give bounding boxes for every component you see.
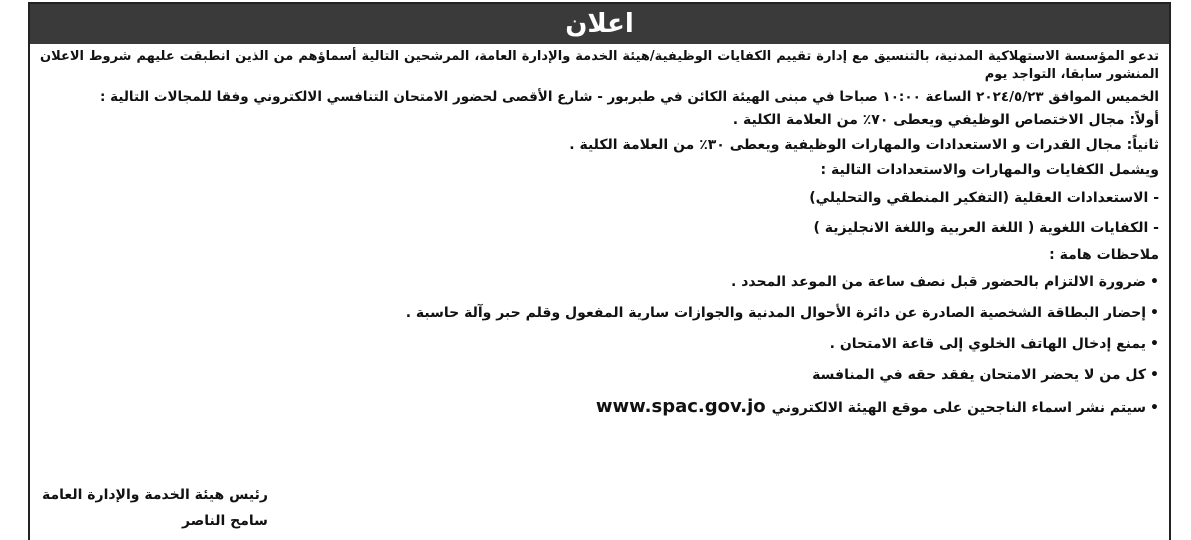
first-field: أولاً: مجال الاختصاص الوظيفي ويعطى ٧٠٪ من العلامة الكلية . <box>732 112 1159 128</box>
note-text: ضرورة الالتزام بالحضور قبل نصف ساعة من الموعد المحدد . <box>731 274 1147 290</box>
announcement-header <box>30 4 1169 44</box>
intro-line-1: تدعو المؤسسة الاستهلاكية المدنية، بالتنسيق مع إدارة تقييم الكفايات الوظيفية/هيئة الخدمة والإدارة العامة، المرشحين التالية أسماؤهم من الذين انطبقت عليهم شروط الاعلان المنشور سابقا، التواجد يوم <box>40 49 1159 82</box>
note-item <box>40 360 1159 391</box>
mental-aptitudes: - الاستعدادات العقلية (التفكير المنطقي والتحليلي) <box>809 190 1159 206</box>
note-item <box>40 298 1159 329</box>
announcement-body <box>40 48 1159 424</box>
signature-name: سامح الناصر <box>182 513 268 529</box>
signature-block <box>42 482 268 534</box>
bullet-icon: • <box>1150 400 1159 416</box>
intro-line-2: الخميس الموافق ٢٠٢٤/٥/٢٣ الساعة ١٠:٠٠ صباحا في مبنى الهيئة الكائن في طبربور - شارع الأقصى لحضور الامتحان التنافسي الالكتروني وفقا للمجالات التالية : <box>100 89 1159 105</box>
language-skills: - الكفايات اللغوية ( اللغة العربية واللغة الانجليزية ) <box>813 220 1159 236</box>
bullet-icon: • <box>1150 305 1159 321</box>
bullet-icon: • <box>1150 367 1159 383</box>
signature-title: رئيس هيئة الخدمة والإدارة العامة <box>42 487 268 503</box>
second-field: ثانياً: مجال القدرات و الاستعدادات والمهارات الوظيفية ويعطى ٣٠٪ من العلامة الكلية . <box>569 137 1159 153</box>
note-item <box>40 329 1159 360</box>
announcement-frame <box>28 2 1171 540</box>
announcement-title: اعلان <box>565 9 634 39</box>
website-link[interactable]: www.spac.gov.jo <box>595 396 766 417</box>
note-text: يمنع إدخال الهاتف الخلوي إلى قاعة الامتحان . <box>829 336 1147 352</box>
notes-heading: ملاحظات هامة : <box>1049 247 1159 263</box>
note-text: إحضار البطاقة الشخصية الصادرة عن دائرة الأحوال المدنية والجوازات سارية المفعول وقلم حبر وآلة حاسبة . <box>405 305 1147 321</box>
includes-heading: ويشمل الكفايات والمهارات والاستعدادات التالية : <box>820 162 1159 178</box>
publish-note: سيتم نشر اسماء الناجحين على موقع الهيئة الالكتروني <box>771 400 1147 416</box>
note-text: كل من لا يحضر الامتحان يفقد حقه في المنافسة <box>812 367 1147 383</box>
bullet-icon: • <box>1150 274 1159 290</box>
bullet-icon: • <box>1150 336 1159 352</box>
note-item <box>40 267 1159 298</box>
note-item <box>40 391 1159 424</box>
